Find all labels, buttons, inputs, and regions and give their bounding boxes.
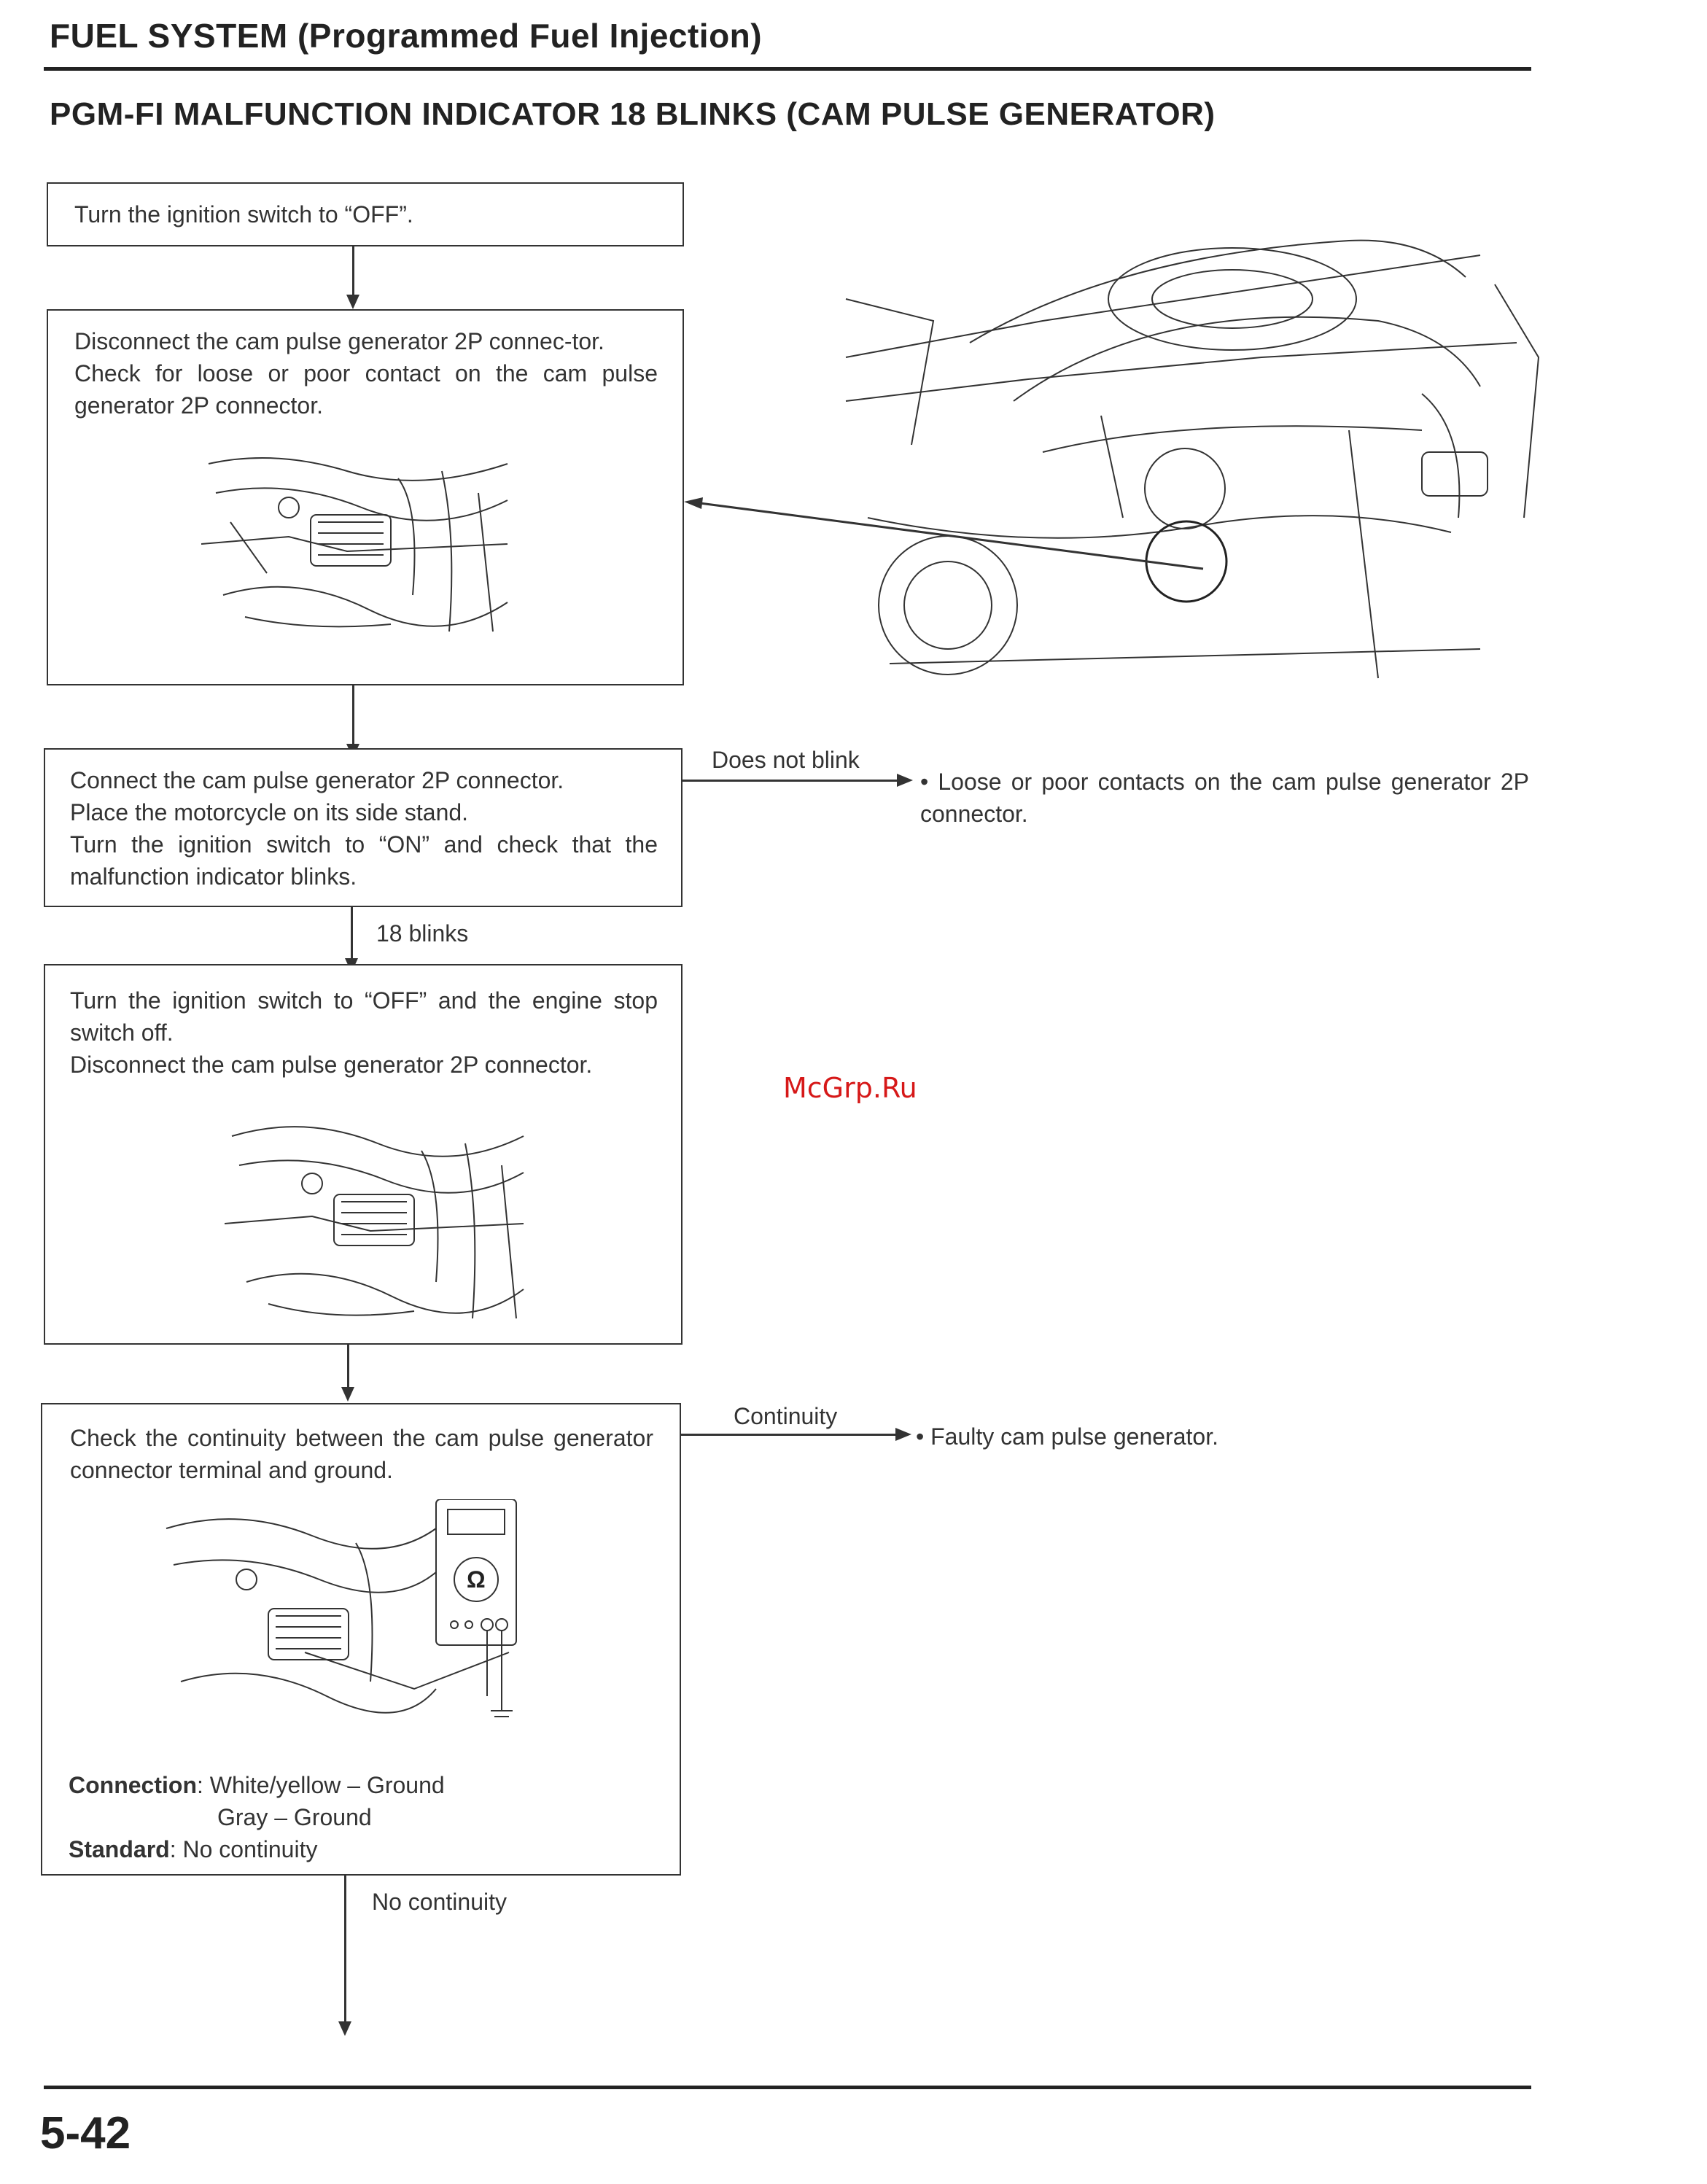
connection-label: Connection: [69, 1772, 197, 1798]
continuity-label: Continuity: [734, 1403, 838, 1429]
step-2-box: [47, 309, 684, 685]
branch-line: [680, 1434, 898, 1436]
arrow-right-icon: [895, 1428, 911, 1441]
step-4-text: [70, 984, 658, 1081]
step-3-line-2: Place the motorcycle on its side stand.: [70, 799, 469, 825]
step-3-box: [44, 748, 683, 907]
does-not-blink-label: Does not blink: [712, 747, 860, 773]
connection-value-2: Gray – Ground: [217, 1804, 372, 1830]
section-title: PGM-FI MALFUNCTION INDICATOR 18 BLINKS (CAM PULSE GENERATOR): [50, 96, 1216, 132]
header-title: FUEL SYSTEM (Programmed Fuel Injection): [50, 17, 763, 55]
step-2-text: [74, 325, 658, 421]
standard-value: : No continuity: [169, 1836, 318, 1862]
branch-line: [681, 780, 900, 782]
connector-line: [352, 684, 354, 745]
ohm-symbol: Ω: [467, 1566, 486, 1593]
step-2-line-1: Disconnect the cam pulse generator 2P connec-tor.: [74, 328, 604, 354]
eighteen-blinks-label: 18 blinks: [376, 920, 469, 947]
page-number: 5-42: [40, 2108, 131, 2158]
step-4-box: [44, 964, 683, 1345]
connector-illustration: [201, 449, 515, 646]
step-3-text: [70, 764, 658, 893]
no-continuity-label: No continuity: [372, 1889, 507, 1915]
step-5-box: [41, 1403, 681, 1876]
watermark: McGrp.Ru: [783, 1072, 917, 1104]
step-1-box: [47, 182, 684, 246]
connection-value-1: : White/yellow – Ground: [196, 1772, 445, 1798]
arrow-down-icon: [346, 295, 359, 309]
loose-contact-result: • Loose or poor contacts on the cam pulse generator 2P connector.: [920, 769, 1529, 827]
step-3-line-1: Connect the cam pulse generator 2P connector.: [70, 767, 564, 793]
connector-line: [352, 245, 354, 296]
multimeter-illustration: [159, 1499, 567, 1718]
connector-illustration: [225, 1114, 531, 1333]
step-5-text: Check the continuity between the cam pulse generator connector terminal and ground.: [70, 1425, 653, 1483]
step-3-line-3: Turn the ignition switch to “ON” and check that the malfunction indicator blinks.: [70, 831, 658, 890]
standard-spec: [69, 1833, 317, 1865]
footer-rule: [44, 2086, 1531, 2089]
faulty-generator-result: • Faulty cam pulse generator.: [916, 1423, 1218, 1450]
standard-label: Standard: [69, 1836, 170, 1862]
motorcycle-illustration: [824, 211, 1553, 685]
step-2-line-2: Check for loose or poor contact on the cam pulse generator 2P connector.: [74, 360, 658, 419]
step-1-text: Turn the ignition switch to “OFF”.: [74, 201, 413, 228]
arrow-down-icon: [341, 1387, 354, 1402]
connector-line: [344, 1874, 346, 2024]
step-4-line-2: Disconnect the cam pulse generator 2P connector.: [70, 1052, 593, 1078]
step-4-line-1: Turn the ignition switch to “OFF” and the engine stop switch off.: [70, 987, 658, 1046]
arrow-down-icon: [338, 2021, 351, 2036]
leader-arrow: [683, 496, 1208, 576]
connection-spec: [69, 1769, 445, 1801]
arrow-right-icon: [897, 774, 913, 787]
connector-line: [351, 906, 353, 961]
connector-line: [347, 1343, 349, 1390]
header-rule: [44, 67, 1531, 71]
